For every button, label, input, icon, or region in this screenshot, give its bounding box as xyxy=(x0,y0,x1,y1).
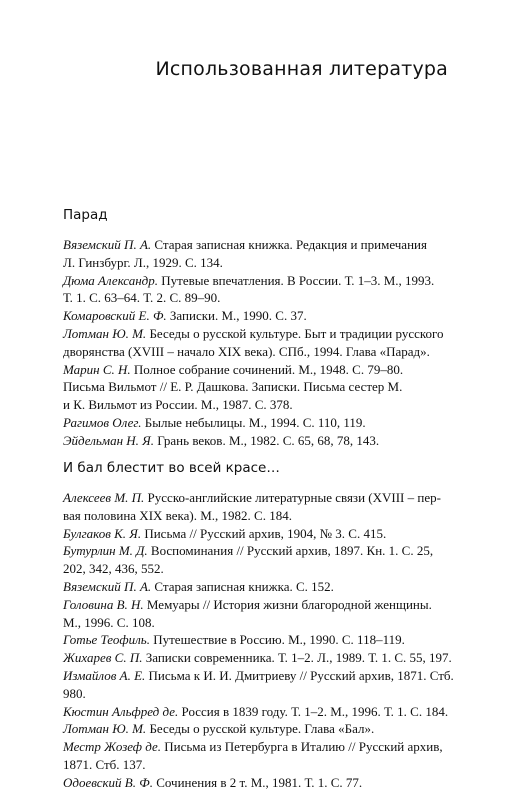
reference-entry xyxy=(63,596,463,632)
reference-author: Булгаков К. Я. xyxy=(63,525,142,541)
reference-author: Бутурлин М. Д. xyxy=(63,543,148,559)
reference-author: Местр Жозеф де. xyxy=(63,739,161,755)
reference-text-continued: М., 1996. С. 108. xyxy=(63,614,155,630)
reference-entry xyxy=(63,631,463,649)
reference-text: Россия в 1839 году. Т. 1–2. М., 1996. Т. 1. С. 184. xyxy=(181,703,449,719)
section-heading: И бал блестит во всей красе… xyxy=(63,460,280,476)
reference-author: Дюма Александр. xyxy=(63,272,158,288)
reference-text-continued: дворянства (XVIII – начало XIX века). СПб., 1994. Глава «Парад». xyxy=(63,343,430,359)
section-parad xyxy=(63,207,463,450)
reference-author: Головина В. Н. xyxy=(63,596,144,612)
reference-text: Сочинения в 2 т. М., 1981. Т. 1. С. 77. xyxy=(156,774,363,790)
reference-author: Одоевский В. Ф. xyxy=(63,774,153,790)
reference-text-continued: Т. 1. С. 63–64. Т. 2. С. 89–90. xyxy=(63,290,221,306)
reference-list xyxy=(63,236,463,450)
reference-text: Мемуары // История жизни благородной женщины. xyxy=(146,596,432,612)
reference-text: Воспоминания // Русский архив, 1897. Кн. 1. С. 25, xyxy=(150,543,434,559)
reference-text: Старая записная книжка. С. 152. xyxy=(154,578,334,594)
reference-entry xyxy=(63,307,463,325)
reference-text: Записки. М., 1990. С. 37. xyxy=(169,308,307,324)
reference-author: Рагимов Олег. xyxy=(63,414,142,430)
reference-author: Лотман Ю. М. xyxy=(63,721,147,737)
reference-author: Вяземский П. А. xyxy=(63,237,152,252)
reference-text: Полное собрание сочинений. М., 1948. С. 79–80. xyxy=(133,361,404,377)
reference-entry xyxy=(63,361,463,379)
reference-text: Русско-английские литературные связи (XVIII – пер- xyxy=(147,490,441,505)
reference-text: Старая записная книжка. Редакция и примечания xyxy=(154,237,427,252)
reference-entry xyxy=(63,667,463,703)
reference-author: Алексеев М. П. xyxy=(63,490,145,505)
reference-text: Письма из Петербурга в Италию // Русский архив, xyxy=(164,739,443,755)
reference-entry xyxy=(63,378,463,414)
reference-text: Письма Вильмот // Е. Р. Дашкова. Записки. Письма сестер М. xyxy=(63,379,403,395)
reference-text-continued: 1871. Стб. 137. xyxy=(63,756,146,772)
reference-entry xyxy=(63,774,463,792)
reference-text-continued: 202, 342, 436, 552. xyxy=(63,561,164,577)
reference-author: Вяземский П. А. xyxy=(63,578,152,594)
section-ball xyxy=(63,460,463,792)
reference-text: Беседы о русской культуре. Глава «Бал». xyxy=(149,721,375,737)
reference-author: Комаровский Е. Ф. xyxy=(63,308,167,324)
reference-author: Лотман Ю. М. xyxy=(63,325,147,341)
reference-entry xyxy=(63,489,463,525)
reference-entry xyxy=(63,720,463,738)
reference-entry xyxy=(63,414,463,432)
section-heading: Парад xyxy=(63,207,108,223)
reference-text: Путешествие в Россию. М., 1990. С. 118–119. xyxy=(153,632,405,648)
reference-text: Письма к И. И. Дмитриеву // Русский архив, 1871. Стб. xyxy=(148,667,454,683)
reference-entry xyxy=(63,236,463,272)
reference-entry xyxy=(63,703,463,721)
reference-entry xyxy=(63,432,463,450)
reference-author: Жихарев С. П. xyxy=(63,650,143,666)
reference-text: Письма // Русский архив, 1904, № 3. С. 415. xyxy=(144,525,387,541)
reference-text: Записки современника. Т. 1–2. Л., 1989. Т. 1. С. 55, 197. xyxy=(145,650,452,666)
reference-author: Готье Теофиль. xyxy=(63,632,150,648)
reference-author: Эйдельман Н. Я. xyxy=(63,432,154,448)
reference-entry xyxy=(63,649,463,667)
reference-text: Путевые впечатления. В России. Т. 1–3. М., 1993. xyxy=(161,272,435,288)
reference-entry xyxy=(63,542,463,578)
reference-text-continued: и К. Вильмот из России. М., 1987. С. 378. xyxy=(63,397,293,413)
reference-entry xyxy=(63,578,463,596)
page-title: Использованная литература xyxy=(155,58,448,80)
reference-entry xyxy=(63,272,463,308)
reference-entry xyxy=(63,738,463,774)
reference-text: Былые небылицы. М., 1994. С. 110, 119. xyxy=(144,414,366,430)
reference-text: Беседы о русской культуре. Быт и традиции русского xyxy=(149,325,444,341)
reference-author: Кюстин Альфред де. xyxy=(63,703,179,719)
reference-text-continued: вая половина XIX века). М., 1982. С. 184. xyxy=(63,507,292,523)
reference-text: Грань веков. М., 1982. С. 65, 68, 78, 143. xyxy=(157,432,380,448)
reference-text-continued: Л. Гинзбург. Л., 1929. С. 134. xyxy=(63,254,223,270)
reference-author: Марин С. Н. xyxy=(63,361,131,377)
reference-author: Измайлов А. Е. xyxy=(63,667,146,683)
reference-text-continued: 980. xyxy=(63,685,86,701)
reference-entry xyxy=(63,325,463,361)
reference-list xyxy=(63,489,463,792)
reference-entry xyxy=(63,525,463,543)
